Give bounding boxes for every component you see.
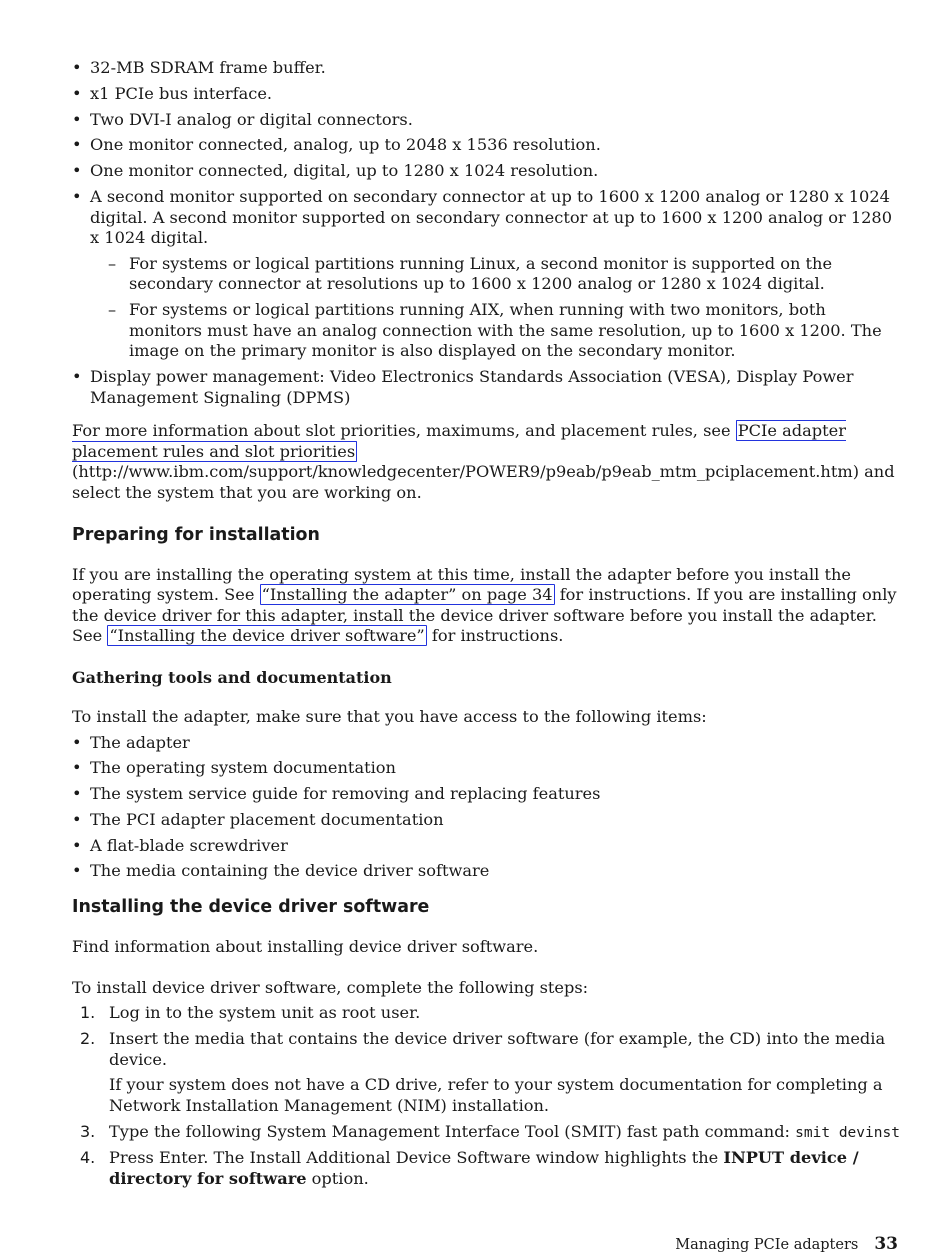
list-item: • The media containing the device driver software: [72, 861, 902, 882]
sub-list-item: – For systems or logical partitions running Linux, a second monitor is supported on the secondary connector at resolutions up to 1600 x 1200 analog or 1280 x 1024 digital.: [90, 254, 902, 295]
step-number: 2.: [80, 1029, 96, 1049]
list-item: • A second monitor supported on secondary connector at up to 1600 x 1200 analog or 1280 x 1024 digital. A second monitor supported on secondary connector at up to 1600 x 1200 analog or 1280 x 1024 digital. – For systems or logical partitions running Linux, a second monitor is supported on the secondary connector at resolutions up to 1600 x 1200 analog or 1280 x 1024 digital. – For systems or logical partitions running AIX, when running with two monitors, both monitors must have an analog connection with the same resolution, up to 1600 x 1200. The image on the primary monitor is also displayed on the secondary monitor.: [72, 187, 902, 362]
step-number: 1.: [80, 1003, 96, 1023]
installing-driver-link[interactable]: “Installing the device driver software”: [109, 626, 425, 646]
installing-intro: Find information about installing device driver software.: [72, 937, 539, 957]
spec-list: [72, 58, 902, 408]
installing-heading: Installing the device driver software: [72, 897, 430, 918]
gathering-intro: To install the adapter, make sure that you have access to the following items:: [72, 706, 707, 726]
list-item: • The system service guide for removing and replacing features: [72, 784, 902, 805]
step-number: 4.: [80, 1148, 96, 1168]
page-number: 33: [874, 1234, 898, 1254]
step-item: 4. Press Enter. The Install Additional Device Software window highlights the INPUT device / directory for software option.: [80, 1148, 859, 1188]
tools-list: [72, 733, 902, 883]
step-item: 1. Log in to the system unit as root user.: [80, 1003, 421, 1023]
footer-section-title: Managing PCIe adapters: [675, 1237, 859, 1253]
step-item: 3. Type the following System Management Interface Tool (SMIT) fast path command: smit devinst: [80, 1121, 900, 1141]
installing-adapter-link[interactable]: “Installing the adapter” on page 34: [261, 585, 553, 605]
list-item: • x1 PCIe bus interface.: [72, 84, 902, 105]
step-item: 2. Insert the media that contains the device driver software (for example, the CD) into the media device. If your system does not have a CD drive, refer to your system documentation for completing a Network Installation Management (NIM) installation.: [72, 1029, 902, 1116]
steps-intro: To install device driver software, complete the following steps:: [72, 977, 589, 997]
sub-spec-list: [90, 254, 902, 362]
gathering-heading: Gathering tools and documentation: [72, 667, 392, 687]
list-item: • The adapter: [72, 733, 902, 754]
list-item: • The PCI adapter placement documentation: [72, 810, 902, 831]
list-item: • A flat-blade screwdriver: [72, 836, 902, 857]
page-content: [72, 58, 902, 1195]
option-name: INPUT device / directory for software: [109, 1148, 859, 1188]
smit-command: smit devinst: [795, 1124, 900, 1141]
more-info-paragraph: For more information about slot priorities, maximums, and placement rules, see PCIe adapter placement rules and slot priorities (http://www.ibm.com/support/knowledgecenter/POWER9/p9eab/p9eab_mtm_pciplacement.htm) and select the system that you are working on.: [72, 421, 895, 502]
sub-list-item: – For systems or logical partitions running AIX, when running with two monitors, both monitors must have an analog connection with the same resolution, up to 1600 x 1200. The image on the primary monitor is also displayed on the secondary monitor.: [90, 300, 902, 362]
list-item: • One monitor connected, analog, up to 2048 x 1536 resolution.: [72, 135, 902, 156]
list-item: • Display power management: Video Electronics Standards Association (VESA), Display Power Management Signaling (DPMS): [72, 367, 902, 408]
preparing-heading: Preparing for installation: [72, 524, 320, 545]
preparing-paragraph: If you are installing the operating system at this time, install the adapter before you install the operating system. See “Installing the adapter” on page 34 for instructions. If you are installing only the device driver for this adapter, install the device driver software before you install the adapter. See “Installing the device driver software” for instructions.: [72, 564, 897, 646]
install-steps: [72, 1003, 902, 1189]
placement-rules-link[interactable]: PCIe adapter placement rules and slot priorities: [72, 421, 846, 461]
list-item: • The operating system documentation: [72, 758, 902, 779]
list-item: • Two DVI-I analog or digital connectors.: [72, 110, 902, 131]
list-item: • 32-MB SDRAM frame buffer.: [72, 58, 902, 79]
step-number: 3.: [80, 1121, 96, 1141]
list-item: • One monitor connected, digital, up to 1280 x 1024 resolution.: [72, 161, 902, 182]
step-note: If your system does not have a CD drive, refer to your system documentation for completing a Network Installation Management (NIM) installation.: [109, 1075, 883, 1115]
page-footer: [675, 1234, 898, 1254]
